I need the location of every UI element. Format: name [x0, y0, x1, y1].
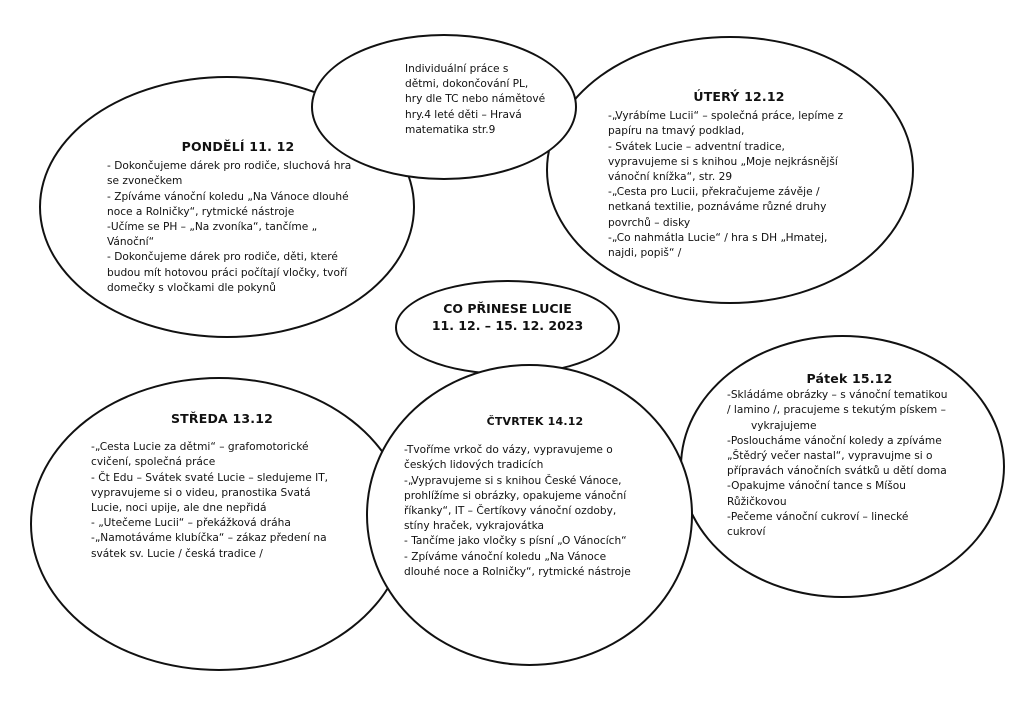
tuesday-line: -„Cesta pro Lucii, překračujeme závěje /: [608, 186, 820, 199]
friday-heading: Pátek 15.12: [806, 371, 893, 386]
thursday-line: prohlížíme si obrázky, opakujeme vánoční: [404, 489, 627, 502]
monday-line: se zvonečkem: [107, 175, 183, 188]
top-note-line: hry.4 leté děti – Hravá: [405, 108, 522, 121]
thursday-line: českých lidových tradicích: [404, 459, 544, 472]
center-text: [410, 300, 605, 334]
friday-line: -Skládáme obrázky – s vánoční tematikou: [727, 389, 948, 402]
friday-line: -Pečeme vánoční cukroví – linecké: [727, 510, 909, 523]
thursday-line: -„Vypravujeme si s knihou České Vánoce,: [404, 474, 622, 487]
tuesday-line: netkaná textilie, poznáváme různé druhy: [608, 201, 827, 214]
center-title: CO PŘINESE LUCIE: [443, 301, 572, 316]
wednesday-block: [91, 411, 353, 562]
tuesday-line: najdi, popiš“ /: [608, 247, 682, 260]
monday-line: domečky s vločkami dle pokynů: [107, 281, 276, 294]
monday-line: - Dokončujeme dárek pro rodiče, děti, které: [107, 251, 338, 264]
wednesday-line: - Čt Edu – Svátek svaté Lucie – sledujeme IT,: [91, 471, 329, 484]
thursday-line: - Zpíváme vánoční koledu „Na Vánoce: [404, 550, 607, 563]
monday-line: - Dokončujeme dárek pro rodiče, sluchová hra: [107, 160, 352, 173]
friday-line: -Opakujme vánoční tance s Míšou: [727, 480, 906, 493]
wednesday-line: Lucie, noci upije, ale dne nepřidá: [91, 502, 267, 515]
tuesday-line: vánoční knížka“, str. 29: [608, 171, 733, 184]
friday-line: vykrajujeme: [751, 419, 817, 432]
wednesday-line: cvičení, společná práce: [91, 456, 216, 469]
tuesday-block: [608, 89, 870, 261]
tuesday-line: - Svátek Lucie – adventní tradice,: [608, 140, 785, 153]
top-note-line: Individuální práce s: [405, 63, 509, 75]
tuesday-line: vypravujeme si s knihou „Moje nejkrásnější: [608, 155, 838, 168]
wednesday-line: svátek sv. Lucie / česká tradice /: [91, 547, 263, 560]
thursday-line: -Tvoříme vrkoč do vázy, vypravujeme o: [404, 444, 613, 457]
friday-line: -Posloucháme vánoční koledy a zpíváme: [727, 434, 942, 447]
top-note-line: dětmi, dokončování PL,: [405, 78, 529, 91]
friday-line: „Štědrý večer nastal“, vypravujme si o: [727, 450, 933, 463]
thursday-line: říkanky“, IT – Čertíkovy vánoční ozdoby,: [404, 505, 617, 518]
monday-line: budou mít hotovou práci počítají vločky, tvoří: [107, 266, 348, 279]
tuesday-line: povrchů – disky: [608, 216, 691, 229]
top-note-line: matematika str.9: [405, 123, 496, 136]
center-dates: 11. 12. – 15. 12. 2023: [431, 318, 584, 333]
thursday-line: dlouhé noce a Rolničky“, rytmické nástroje: [404, 565, 631, 578]
thursday-line: stíny hraček, vykrajovátka: [404, 520, 545, 533]
thursday-heading: ČTVRTEK 14.12: [486, 415, 584, 428]
wednesday-heading: STŘEDA 13.12: [170, 411, 274, 426]
monday-line: -Učíme se PH – „Na zvoníka“, tančíme „: [107, 221, 318, 234]
wednesday-line: -„Namotáváme klubíčka“ – zákaz předení na: [91, 532, 327, 545]
thursday-block: [404, 414, 666, 580]
wednesday-line: - „Utečeme Lucii“ – překážková dráha: [91, 517, 291, 530]
top-note-line: hry dle TC nebo námětové: [405, 93, 546, 106]
monday-line: noce a Rolničky“, rytmické nástroje: [107, 205, 295, 218]
monday-line: Vánoční“: [107, 236, 155, 249]
friday-line: přípravách vánočních svátků u dětí doma: [727, 465, 947, 478]
friday-line: / lamino /, pracujeme s tekutým pískem –: [727, 404, 946, 417]
tuesday-line: -„Co nahmátla Lucie“ / hra s DH „Hmatej,: [608, 231, 828, 244]
monday-block: [107, 139, 369, 296]
thursday-line: - Tančíme jako vločky s písní „O Vánocích“: [404, 535, 627, 548]
wednesday-line: vypravujeme si o videu, pranostika Svatá: [91, 486, 311, 499]
friday-block: [727, 371, 972, 540]
monday-heading: PONDĚLÍ 11. 12: [181, 139, 295, 154]
tuesday-line: -„Vyrábíme Lucii“ – společná práce, lepíme z: [608, 110, 844, 123]
wednesday-line: -„Cesta Lucie za dětmi“ – grafomotorické: [91, 441, 309, 454]
tuesday-heading: ÚTERÝ 12.12: [693, 89, 785, 104]
friday-line: cukroví: [727, 526, 766, 539]
tuesday-line: papíru na tmavý podklad,: [608, 125, 745, 138]
friday-line: Růžičkovou: [727, 495, 787, 508]
top-note-text: [405, 62, 565, 138]
monday-line: - Zpíváme vánoční koledu „Na Vánoce dlouhé: [107, 190, 349, 203]
